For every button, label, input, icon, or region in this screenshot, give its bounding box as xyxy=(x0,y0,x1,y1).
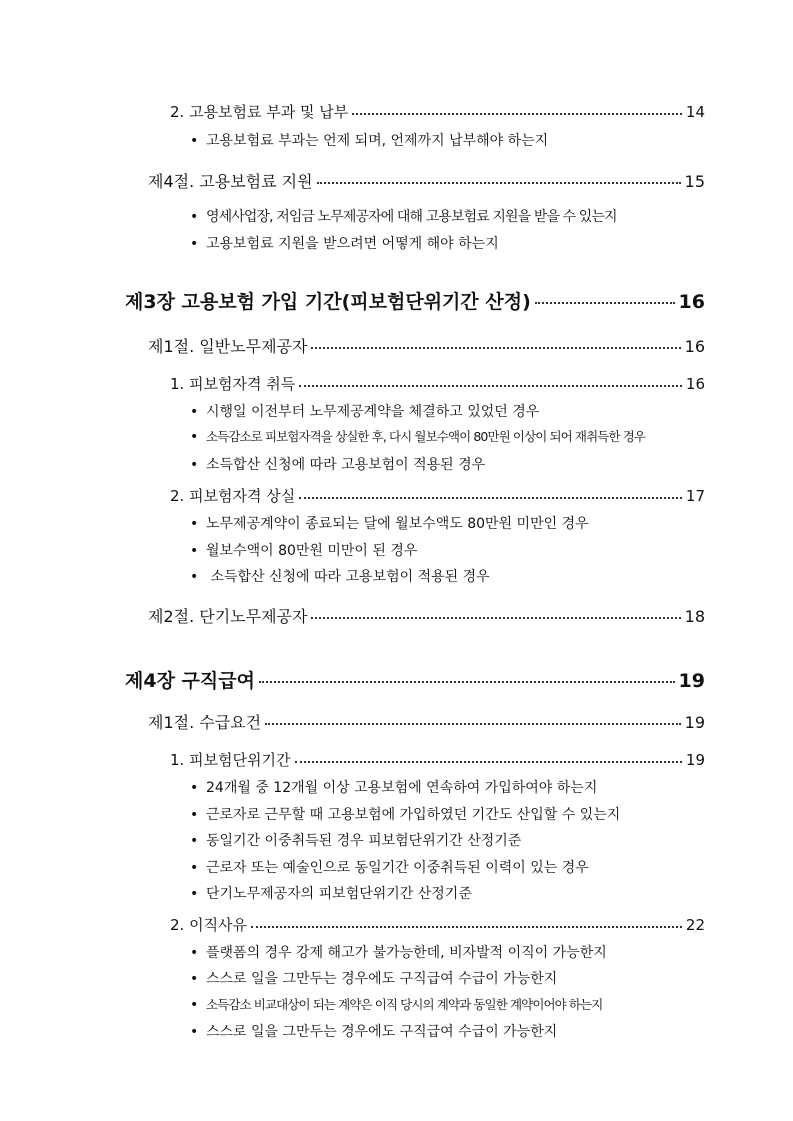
toc-bullet-item xyxy=(190,130,548,150)
toc-bullet-label: 영세사업장, 저임금 노무제공자에 대해 고용보험료 지원을 받을 수 있는지 xyxy=(206,209,617,225)
dot-leader xyxy=(295,761,682,763)
toc-page-number: 19 xyxy=(685,751,705,769)
toc-bullet-item xyxy=(190,857,589,877)
toc-entry-label: 2. 고용보험료 부과 및 납부 xyxy=(170,103,349,121)
dot-leader xyxy=(259,681,675,683)
bullet-icon: • xyxy=(190,807,199,823)
dot-leader xyxy=(265,723,681,725)
toc-bullet-label: 소득감소 비교대상이 되는 계약은 이직 당시의 계약과 동일한 계약이어야 하는지 xyxy=(206,997,603,1012)
toc-entry-label: 제2절. 단기노무제공자 xyxy=(148,607,308,626)
toc-entry[interactable] xyxy=(148,604,705,627)
toc-entry-label: 제4절. 고용보험료 지원 xyxy=(148,172,313,191)
toc-page-number: 16 xyxy=(684,337,705,356)
toc-bullet-label: 플랫폼의 경우 강제 해고가 불가능한데, 비자발적 이직이 가능한지 xyxy=(206,945,607,961)
bullet-icon: • xyxy=(190,236,199,252)
toc-bullet-label: 소득감소로 피보험자격을 상실한 후, 다시 월보수액이 80만원 이상이 되어 재취득한 경우 xyxy=(206,429,646,444)
toc-bullet-item xyxy=(190,804,620,824)
dot-leader xyxy=(352,113,682,115)
toc-page-number: 19 xyxy=(678,670,705,692)
dot-leader xyxy=(317,182,681,184)
bullet-icon: • xyxy=(190,429,198,445)
toc-bullet-label: 소득합산 신청에 따라 고용보험이 적용된 경우 xyxy=(206,569,490,585)
toc-bullet-item xyxy=(190,540,417,560)
bullet-icon: • xyxy=(190,971,199,987)
toc-page-number: 19 xyxy=(684,713,705,732)
toc-entry[interactable] xyxy=(148,169,705,192)
dot-leader xyxy=(251,926,682,928)
bullet-icon: • xyxy=(190,404,199,420)
toc-bullet-item xyxy=(190,513,589,533)
toc-entry[interactable] xyxy=(170,749,705,770)
bullet-icon: • xyxy=(190,209,198,225)
toc-entry-label: 제4장 구직급여 xyxy=(125,670,255,692)
toc-bullet-item xyxy=(190,427,645,445)
toc-page-number: 16 xyxy=(678,291,705,313)
bullet-icon: • xyxy=(190,886,199,902)
toc-entry[interactable] xyxy=(125,287,705,314)
toc-entry-label: 제3장 고용보험 가입 기간(피보험단위기간 산정) xyxy=(125,291,531,313)
toc-entry[interactable] xyxy=(148,710,705,733)
toc-entry-label: 2. 피보험자격 상실 xyxy=(170,487,296,505)
toc-bullet-item xyxy=(190,995,602,1013)
toc-bullet-label: 동일기간 이중취득된 경우 피보험단위기간 산정기준 xyxy=(206,833,522,849)
toc-entry[interactable] xyxy=(170,485,705,506)
toc-entry-label: 제1절. 수급요건 xyxy=(148,713,262,732)
toc-entry[interactable] xyxy=(148,334,705,357)
toc-entry[interactable] xyxy=(125,666,705,693)
toc-bullet-label: 스스로 일을 그만두는 경우에도 구직급여 수급이 가능한지 xyxy=(206,971,558,987)
bullet-icon: • xyxy=(190,945,199,961)
toc-bullet-label: 노무제공계약이 종료되는 달에 월보수액도 80만원 미만인 경우 xyxy=(206,516,589,532)
toc-bullet-item xyxy=(190,942,607,962)
dot-leader xyxy=(311,347,680,349)
toc-bullet-item xyxy=(190,883,472,903)
dot-leader xyxy=(299,385,682,387)
toc-bullet-label: 단기노무제공자의 피보험단위기간 산정기준 xyxy=(206,886,472,902)
toc-bullet-item xyxy=(190,454,485,474)
toc-bullet-label: 근로자 또는 예술인으로 동일기간 이중취득된 이력이 있는 경우 xyxy=(206,860,589,876)
toc-bullet-item xyxy=(190,968,557,988)
bullet-icon: • xyxy=(190,569,199,585)
toc-bullet-item xyxy=(190,206,617,226)
toc-bullet-item xyxy=(190,401,539,421)
toc-bullet-label: 월보수액이 80만원 미만이 된 경우 xyxy=(206,543,418,559)
toc-bullet-item xyxy=(190,566,490,586)
toc-page-number: 22 xyxy=(685,916,705,934)
toc-bullet-item xyxy=(190,777,597,797)
toc-entry-label: 1. 피보험자격 취득 xyxy=(170,375,296,393)
toc-bullet-label: 스스로 일을 그만두는 경우에도 구직급여 수급이 가능한지 xyxy=(206,1024,558,1040)
toc-entry[interactable] xyxy=(170,101,705,122)
toc-page-number: 16 xyxy=(685,375,705,393)
bullet-icon: • xyxy=(190,833,199,849)
toc-page-number: 17 xyxy=(685,487,705,505)
bullet-icon: • xyxy=(190,997,198,1013)
dot-leader xyxy=(311,617,680,619)
toc-bullet-label: 24개월 중 12개월 이상 고용보험에 연속하여 가입하여야 하는지 xyxy=(206,780,598,796)
toc-entry[interactable] xyxy=(170,373,705,394)
toc-page-number: 18 xyxy=(684,607,705,626)
toc-bullet-label: 시행일 이전부터 노무제공계약을 체결하고 있었던 경우 xyxy=(206,404,540,420)
bullet-icon: • xyxy=(190,780,199,796)
toc-bullet-label: 고용보험료 부과는 언제 되며, 언제까지 납부해야 하는지 xyxy=(206,133,549,149)
dot-leader xyxy=(299,497,682,499)
bullet-icon: • xyxy=(190,1024,199,1040)
toc-bullet-item xyxy=(190,1021,557,1041)
toc-bullet-label: 소득합산 신청에 따라 고용보험이 적용된 경우 xyxy=(206,457,486,473)
toc-entry-label: 1. 피보험단위기간 xyxy=(170,751,291,769)
bullet-icon: • xyxy=(190,133,199,149)
toc-bullet-label: 근로자로 근무할 때 고용보험에 가입하였던 기간도 산입할 수 있는지 xyxy=(206,807,621,823)
bullet-icon: • xyxy=(190,457,199,473)
bullet-icon: • xyxy=(190,516,199,532)
toc-page-number: 14 xyxy=(685,103,705,121)
toc-entry-label: 2. 이직사유 xyxy=(170,916,248,934)
toc-entry[interactable] xyxy=(170,914,705,935)
toc-bullet-label: 고용보험료 지원을 받으려면 어떻게 해야 하는지 xyxy=(206,236,499,252)
toc-bullet-item xyxy=(190,830,521,850)
bullet-icon: • xyxy=(190,543,199,559)
toc-entry-label: 제1절. 일반노무제공자 xyxy=(148,337,308,356)
toc-page-number: 15 xyxy=(684,172,705,191)
toc-bullet-item xyxy=(190,233,499,253)
dot-leader xyxy=(535,302,675,304)
bullet-icon: • xyxy=(190,860,199,876)
